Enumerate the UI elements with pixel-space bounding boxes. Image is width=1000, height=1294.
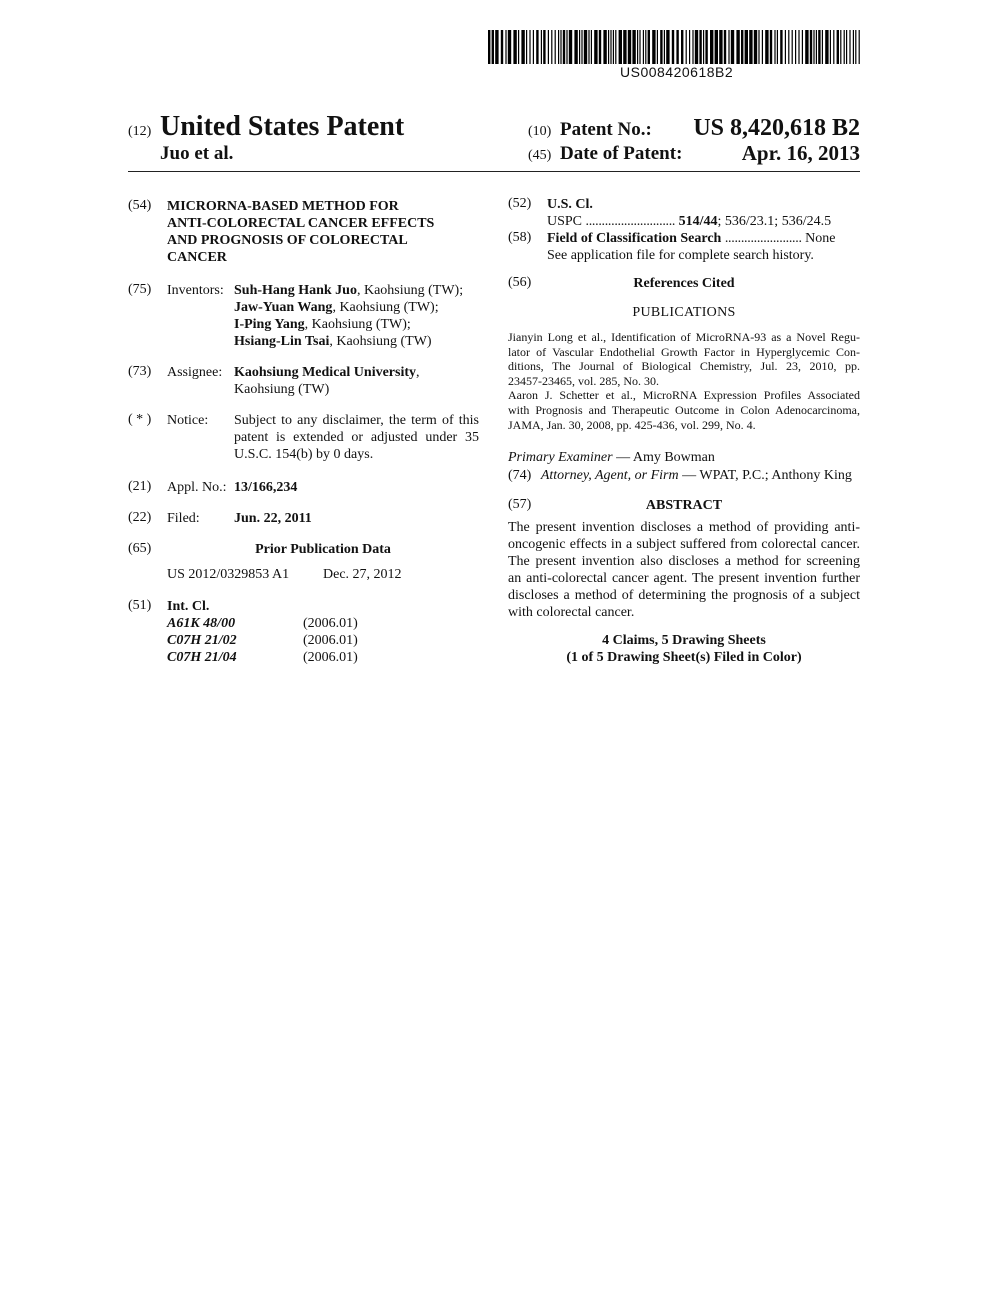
reference-line: with Prognosis and Therapeutic Outcome in Colon Adenocarcinoma, xyxy=(508,402,860,417)
assignee-block xyxy=(234,364,420,398)
int-cl-row xyxy=(167,649,358,666)
barcode-bar xyxy=(588,30,589,64)
barcode-bar xyxy=(689,30,690,64)
barcode-bar xyxy=(581,30,582,64)
filed-label: Filed: xyxy=(167,511,200,526)
barcode-bar xyxy=(526,30,527,64)
barcode-bar xyxy=(762,30,763,64)
barcode-bar xyxy=(703,30,704,64)
barcode-bar xyxy=(664,30,665,64)
barcode-bar xyxy=(513,30,516,64)
barcode-bar xyxy=(825,30,828,64)
barcode-bar xyxy=(710,30,713,64)
assignee-label: Assignee: xyxy=(167,365,223,380)
barcode-bar xyxy=(492,30,494,64)
uspc-line xyxy=(547,213,860,230)
barcode-bar xyxy=(613,30,614,64)
barcode-bar xyxy=(728,30,729,64)
barcode-bar xyxy=(855,30,856,64)
reference-line: ditions, The Journal of Biological Chemistry, Jul. 23, 2010, pp. xyxy=(508,359,860,374)
barcode-bar xyxy=(608,30,609,64)
appl-no-label: Appl. No.: xyxy=(167,480,227,495)
barcode-bar xyxy=(792,30,793,64)
title-line: AND PROGNOSIS OF COLORECTAL xyxy=(167,233,408,248)
assignee-location: Kaohsiung (TW) xyxy=(234,382,330,397)
patent-kind: United States Patent xyxy=(160,111,405,142)
code-10: (10) xyxy=(528,124,552,139)
drawing-sheets-line: (1 of 5 Drawing Sheet(s) Filed in Color) xyxy=(566,650,802,665)
inventors-list xyxy=(234,282,463,350)
barcode-bar xyxy=(628,30,631,64)
barcode-bar xyxy=(844,30,845,64)
field-search-note: See application file for complete search history. xyxy=(547,248,814,263)
barcode-bar xyxy=(518,30,519,64)
prior-pub-heading: Prior Publication Data xyxy=(255,542,391,557)
barcode-bar xyxy=(719,30,722,64)
examiner-line xyxy=(508,449,715,466)
us-cl-label: U.S. Cl. xyxy=(547,197,593,212)
barcode-bar xyxy=(774,30,775,64)
code-75: (75) xyxy=(128,282,152,297)
uspc-label: USPC xyxy=(547,214,583,229)
barcode-bar xyxy=(501,30,503,64)
field-search-dots: ........................ xyxy=(724,231,802,246)
patent-no-label: Patent No.: xyxy=(560,119,652,140)
barcode-bar xyxy=(754,30,757,64)
barcode-bar xyxy=(788,30,789,64)
barcode-bar xyxy=(758,30,759,64)
barcode-bar xyxy=(623,30,626,64)
attorney-sep: — xyxy=(678,468,700,483)
examiner-sep: — xyxy=(612,450,633,465)
barcode-bar xyxy=(652,30,655,64)
notice-label: Notice: xyxy=(167,413,209,428)
barcode-bar xyxy=(816,30,817,64)
patent-barcode xyxy=(488,30,860,64)
barcode-bar xyxy=(645,30,646,64)
barcode-bar xyxy=(837,30,839,64)
code-12: (12) xyxy=(128,124,152,139)
barcode-bar xyxy=(610,30,611,64)
barcode-bar xyxy=(810,30,812,64)
int-cl-version: (2006.01) xyxy=(303,650,358,665)
barcode-bar xyxy=(705,30,707,64)
barcode-bar xyxy=(715,30,718,64)
int-cl-class: A61K 48/00 xyxy=(167,616,236,631)
assignee-name: Kaohsiung Medical University xyxy=(234,365,417,380)
barcode-bar xyxy=(643,30,644,64)
barcode-bar xyxy=(660,30,662,64)
attorney-name: WPAT, P.C.; Anthony King xyxy=(699,468,852,483)
examiner-name: Amy Bowman xyxy=(632,450,715,465)
barcode-bar xyxy=(846,30,847,64)
barcode-bar xyxy=(566,30,567,64)
barcode-bar xyxy=(615,30,616,64)
abstract-line: oncogenic effects in a subject suffered from colorectal cancer. xyxy=(508,537,860,552)
int-cl-label: Int. Cl. xyxy=(167,599,210,614)
barcode-bar xyxy=(574,30,577,64)
patent-title xyxy=(167,198,434,266)
barcode-bar xyxy=(770,30,772,64)
uspc-rest: ; 536/23.1; 536/24.5 xyxy=(717,214,832,229)
barcode-bar xyxy=(666,30,669,64)
inventor-location: , Kaohsiung (TW); xyxy=(304,317,411,332)
patent-date: Apr. 16, 2013 xyxy=(741,141,860,165)
barcode-bar xyxy=(521,30,524,64)
title-line: CANCER xyxy=(167,250,227,265)
notice-text: Subject to any disclaimer, the term of this patent is extended or adjusted under 35 U.S.C. 154(b) by 0 days. xyxy=(234,413,479,462)
code-51: (51) xyxy=(128,598,152,613)
barcode-bar xyxy=(543,30,545,64)
barcode-bar xyxy=(681,30,683,64)
barcode-bar xyxy=(591,30,592,64)
barcode-bar xyxy=(802,30,803,64)
uspc-dots: ............................ xyxy=(585,214,676,229)
inventor-name: Hsiang-Lin Tsai xyxy=(234,334,330,349)
abstract-line: discloses a method of determining the prognosis of a subject xyxy=(508,588,860,603)
code-21: (21) xyxy=(128,479,152,494)
barcode-bar xyxy=(745,30,748,64)
barcode-bar xyxy=(599,30,601,64)
abstract-line: with colorectal cancer. xyxy=(508,605,635,620)
attorney-label: Attorney, Agent, or Firm xyxy=(540,468,679,483)
claims-line: 4 Claims, 5 Drawing Sheets xyxy=(602,633,766,648)
prior-pub-number: US 2012/0329853 A1 xyxy=(167,567,290,582)
title-line: MICRORNA-BASED METHOD FOR xyxy=(167,199,399,214)
barcode-bar xyxy=(695,30,698,64)
barcode-bar xyxy=(637,30,638,64)
inventor-name: Jaw-Yuan Wang xyxy=(234,300,333,315)
barcode-bar xyxy=(686,30,687,64)
field-search-line xyxy=(547,230,860,247)
code-74: (74) xyxy=(508,468,532,483)
reference-line: JAMA, Jan. 30, 2008, pp. 425-436, vol. 299, No. 4. xyxy=(508,417,756,432)
barcode-bar xyxy=(541,30,542,64)
patent-number: US 8,420,618 B2 xyxy=(693,115,860,141)
barcode-bar xyxy=(508,30,511,64)
barcode-bar xyxy=(785,30,786,64)
field-search-value: None xyxy=(805,231,836,246)
barcode-bar xyxy=(777,30,778,64)
inventor-location: , Kaohsiung (TW); xyxy=(356,283,464,298)
abstract-line: The present invention also discloses a method for screening xyxy=(508,554,860,569)
inventor-entry xyxy=(234,282,463,299)
inventor-name: Suh-Hang Hank Juo xyxy=(234,283,357,298)
barcode-bar xyxy=(632,30,635,64)
barcode-bar xyxy=(555,30,556,64)
barcode-bar xyxy=(822,30,823,64)
barcode-bar xyxy=(672,30,674,64)
references-heading: References Cited xyxy=(633,276,735,291)
inventor-name: I-Ping Yang xyxy=(234,317,305,332)
code-54: (54) xyxy=(128,198,152,213)
publications-heading: PUBLICATIONS xyxy=(632,305,736,320)
barcode-bar xyxy=(805,30,808,64)
barcode-bar xyxy=(529,30,530,64)
inventor-entry xyxy=(234,333,463,350)
attorney-line xyxy=(508,467,852,484)
barcode-bar xyxy=(741,30,743,64)
references-list xyxy=(508,330,860,432)
barcode-bar xyxy=(830,30,831,64)
filed-value: Jun. 22, 2011 xyxy=(234,511,312,526)
inventor-location: , Kaohsiung (TW); xyxy=(332,300,439,315)
barcode-bar xyxy=(724,30,726,64)
barcode-bar xyxy=(676,30,678,64)
barcode-bar xyxy=(488,30,490,64)
code-58: (58) xyxy=(508,230,532,245)
header-rule xyxy=(128,171,860,172)
int-cl-row xyxy=(167,615,358,632)
barcode-bar xyxy=(603,30,606,64)
code-57: (57) xyxy=(508,497,532,512)
barcode-bar xyxy=(813,30,814,64)
code-45: (45) xyxy=(528,148,552,163)
inventor-entry xyxy=(234,299,463,316)
int-cl-version: (2006.01) xyxy=(303,633,358,648)
code-65: (65) xyxy=(128,541,152,556)
code-52: (52) xyxy=(508,196,532,211)
abstract-line: an anti-colorectal cancer agent. The present invention further xyxy=(508,571,860,586)
abstract-text xyxy=(508,519,860,621)
appl-no-value: 13/166,234 xyxy=(234,480,298,495)
barcode-bar xyxy=(853,30,854,64)
barcode-number: US008420618B2 xyxy=(620,64,734,80)
barcode-bar xyxy=(594,30,597,64)
title-line: ANTI-COLORECTAL CANCER EFFECTS xyxy=(167,216,435,231)
inventor-entry xyxy=(234,316,463,333)
barcode-bar xyxy=(536,30,538,64)
barcode-bar xyxy=(648,30,650,64)
barcode-bar xyxy=(563,30,565,64)
barcode-bar xyxy=(639,30,640,64)
code-22: (22) xyxy=(128,510,152,525)
barcode-bar xyxy=(619,30,622,64)
date-label: Date of Patent: xyxy=(560,143,683,164)
barcode-bar xyxy=(798,30,799,64)
barcode-bar xyxy=(584,30,587,64)
barcode-bar xyxy=(765,30,768,64)
code-73: (73) xyxy=(128,364,152,379)
reference-line: Aaron J. Schetter et al., MicroRNA Expression Profiles Associated xyxy=(508,388,860,403)
inventor-location: , Kaohsiung (TW) xyxy=(329,334,432,349)
barcode-bar xyxy=(699,30,701,64)
abstract-line: The present invention discloses a method of providing anti- xyxy=(508,520,860,535)
barcode-bar xyxy=(859,30,860,64)
barcode-bar xyxy=(548,30,549,64)
inventors-label: Inventors: xyxy=(167,283,224,298)
int-cl-class: C07H 21/02 xyxy=(167,633,237,648)
abstract-heading: ABSTRACT xyxy=(645,498,723,513)
reference-line: lator of Vascular Endothelial Growth Factor in Hyperglycemic Con- xyxy=(508,344,860,359)
barcode-bar xyxy=(849,30,850,64)
barcode-bar xyxy=(657,30,658,64)
int-cl-row xyxy=(167,632,358,649)
field-search-label: Field of Classification Search xyxy=(547,231,722,246)
code-56: (56) xyxy=(508,275,532,290)
barcode-bar xyxy=(558,30,559,64)
int-cl-class: C07H 21/04 xyxy=(167,650,237,665)
barcode-bar xyxy=(749,30,752,64)
barcode-bar xyxy=(579,30,580,64)
barcode-bar xyxy=(736,30,739,64)
barcode-bar xyxy=(560,30,561,64)
barcode-bar xyxy=(505,30,506,64)
inventor-short: Juo et al. xyxy=(160,143,234,164)
code-notice: ( * ) xyxy=(128,412,152,427)
barcode-bar xyxy=(533,30,534,64)
reference-line: Jianyin Long et al., Identification of MicroRNA-93 as a Novel Regu- xyxy=(508,330,860,344)
barcode-bar xyxy=(569,30,572,64)
examiner-label: Primary Examiner xyxy=(508,450,613,465)
barcode-bar xyxy=(780,30,782,64)
barcode-bar xyxy=(818,30,820,64)
reference-line: 23457-23465, vol. 285, No. 30. xyxy=(508,373,659,388)
barcode-bar xyxy=(495,30,498,64)
uspc-primary: 514/44 xyxy=(678,214,718,229)
barcode-bar xyxy=(551,30,552,64)
barcode-bar xyxy=(840,30,841,64)
assignee-comma: , xyxy=(416,365,420,380)
barcode-bar xyxy=(833,30,834,64)
barcode-bar xyxy=(692,30,693,64)
prior-pub-date: Dec. 27, 2012 xyxy=(323,567,402,582)
int-cl-version: (2006.01) xyxy=(303,616,358,631)
barcode-bar xyxy=(731,30,734,64)
barcode-bar xyxy=(795,30,796,64)
